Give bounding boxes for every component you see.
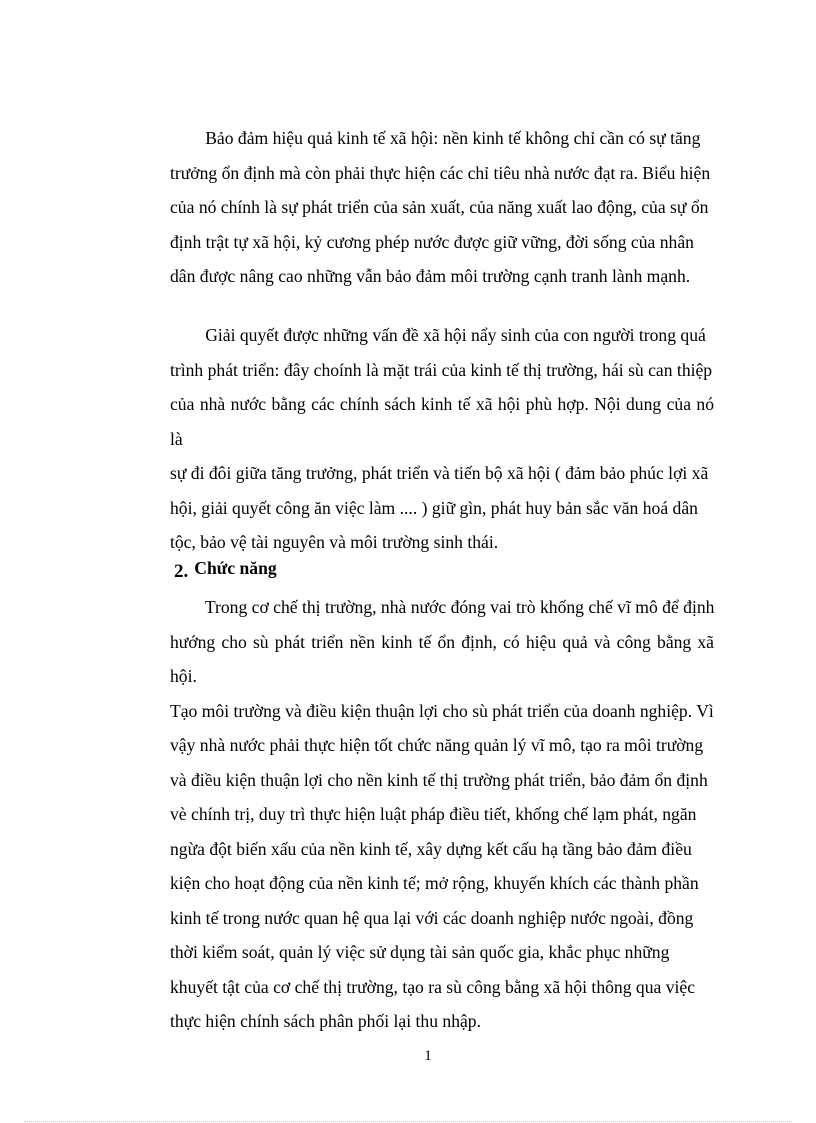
text-line: tộc, bảo vệ tài nguyên và môi trường sinh thái. [170,532,499,552]
page-bottom-divider [24,1121,792,1122]
text-line: Tạo môi trường và điều kiện thuận lợi cho sù phát triển của doanh nghiệp. Vì [170,700,714,721]
text-line: vè chính trị, duy trì thực hiện luật pháp điều tiết, khống chế lạm phát, ngăn [170,804,697,824]
text-line: sự đi đôi giữa tăng trưởng, phát triển và tiến bộ xã hội ( đảm bảo phúc lợi xã [170,463,709,483]
paragraph-functions [170,590,714,1039]
text-line: hướng cho sù phát triển nền kinh tế ổn định, có hiệu quả và công bằng xã hội. [170,631,714,686]
text-line: Trong cơ chế thị trường, nhà nước đóng vai trò khống chế vĩ mô để định [170,597,715,617]
text-line: khuyết tật của cơ chế thị trường, tạo ra sù công bằng xã hội thông qua việc [170,976,696,997]
paragraph-economic-efficiency [170,121,714,294]
text-line: trình phát triển: đây choính là mặt trái của kinh tế thị trường, hái sù can thiệp [170,359,713,380]
page-number: 1 [424,1048,432,1064]
text-line: kiện cho hoạt động của nền kinh tế; mở rộng, khuyến khích các thành phần [170,873,699,893]
text-line: trưởng ổn định mà còn phải thực hiện các chỉ tiêu nhà nước đạt ra. Biểu hiện [170,162,711,183]
text-line: thời kiểm soát, quản lý việc sử dụng tài sản quốc gia, khắc phục những [170,942,670,962]
text-line: của nó chính là sự phát triển của sản xuất, của năng xuất lao động, của sự ổn [170,197,709,217]
section-number: 2. [174,561,189,582]
text-line: Bảo đảm hiệu quả kinh tế xã hội: nền kinh tế không chỉ cần có sự tăng [170,128,701,148]
text-line: của nhà nước bằng các chính sách kinh tế xã hội phù hợp. Nội dung của nó là [170,394,714,449]
text-line: kinh tế trong nước quan hệ qua lại với các doanh nghiệp nước ngoài, đồng [170,907,694,928]
text-line: dân được nâng cao những vẫn bảo đảm môi trường cạnh tranh lành mạnh. [170,266,691,286]
text-line: vậy nhà nước phải thực hiện tốt chức năng quản lý vĩ mô, tạo ra môi trường [170,735,704,755]
text-line: ngừa đột biến xấu của nền kinh tế, xây dựng kết cấu hạ tầng bảo đảm điều [170,838,692,859]
section-heading [174,558,277,580]
text-line: định trật tự xã hội, kỷ cương phép nước được giữ vững, đời sống của nhân [170,231,694,252]
text-line: và điều kiện thuận lợi cho nền kinh tế thị trường phát triển, bảo đảm ổn định [170,769,708,790]
paragraph-social-issues [170,318,714,560]
text-line: Giải quyết được những vấn đề xã hội nẩy sinh của con người trong quá [170,325,706,345]
section-title: Chức năng [194,558,277,578]
text-line: thực hiện chính sách phân phối lại thu nhập. [170,1011,482,1031]
text-line: hội, giải quyết công ăn việc làm .... ) giữ gìn, phát huy bản sắc văn hoá dân [170,497,698,518]
